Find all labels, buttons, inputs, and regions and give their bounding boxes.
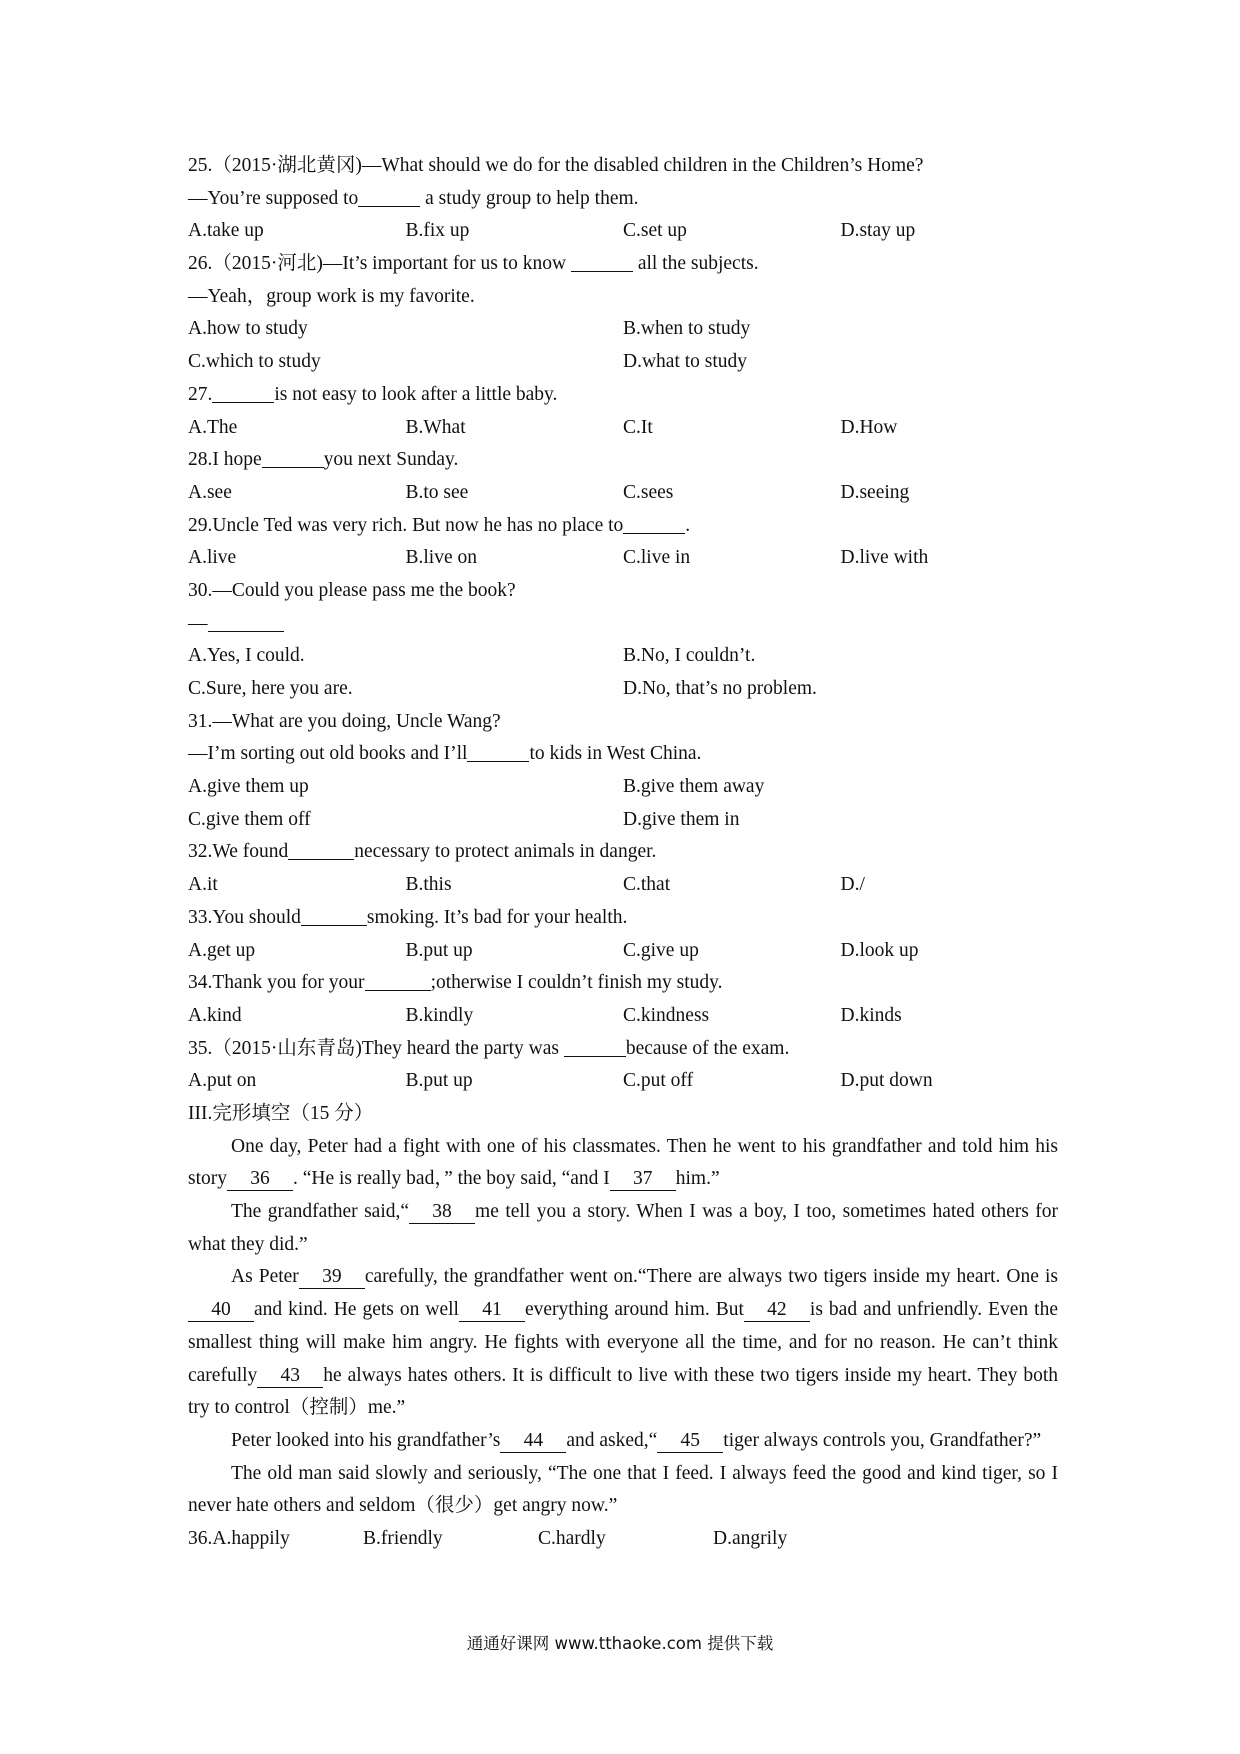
option-c: C.set up	[623, 220, 687, 242]
question-32-text-end: necessary to protect animals in danger.	[354, 841, 657, 863]
option-d: D.seeing	[840, 481, 910, 503]
passage-text: . “He is really bad，” the boy said, “and I	[293, 1168, 610, 1190]
option-b: B.fix up	[405, 220, 470, 242]
passage-text: he always hates others. It is difficult to live with these two tigers inside my heart. They both try to control（控制）me.”	[188, 1364, 1058, 1419]
question-28-text-start: 28.I hope	[188, 449, 262, 471]
option-b: B.friendly	[363, 1528, 443, 1550]
question-27-text: is not easy to look after a little baby.	[274, 383, 558, 405]
passage-text: Peter looked into his grandfather’s	[231, 1429, 501, 1451]
option-b: B.to see	[405, 481, 469, 503]
answer-blank	[564, 1036, 626, 1057]
question-32-text-start: 32.We found	[188, 841, 289, 863]
passage-text: The old man said slowly and seriously, “The one that I feed. I always feed the good and kind tiger, so I never hate others and seldom（很少）get angry now.”	[188, 1462, 1058, 1517]
question-34-text-start: 34.Thank you for your	[188, 972, 365, 994]
option-d: D.live with	[840, 547, 929, 569]
option-c: C.sees	[623, 481, 674, 503]
option-d: D.what to study	[623, 351, 748, 373]
question-34-options	[188, 1000, 1058, 1033]
question-29-text-end: .	[685, 514, 691, 536]
option-c: C.give them off	[188, 808, 311, 830]
option-c: C.that	[623, 874, 671, 896]
question-30-options-row-2	[188, 673, 1058, 706]
passage-text: everything around him. But	[524, 1299, 744, 1321]
option-b: B.live on	[405, 547, 477, 569]
option-a: A.see	[188, 481, 232, 503]
passage-text: As Peter	[231, 1266, 299, 1288]
passage-paragraph-1	[188, 1131, 1058, 1196]
question-33-text-end: smoking. It’s bad for your health.	[366, 906, 628, 928]
blank-number-44: 44	[500, 1431, 566, 1453]
passage-text: One day, Peter had a fight with one of his classmates. Then he went to his grandfather and told him his story	[188, 1135, 1058, 1190]
question-32-options	[188, 869, 1058, 902]
question-35-options	[188, 1065, 1058, 1098]
question-34-text-end: ;otherwise I couldn’t finish my study.	[430, 972, 723, 994]
option-d: D.look up	[840, 939, 919, 961]
passage-text: is bad and unfriendly. Even the smallest thing will make him angry. He fights with everyone all the time, and for no reason. He can’t think carefully	[188, 1299, 1058, 1386]
question-27-number: 27.	[188, 383, 213, 405]
question-29-stem	[188, 510, 1058, 543]
option-b: B.give them away	[623, 776, 765, 798]
question-27-options	[188, 412, 1058, 445]
answer-blank	[365, 970, 431, 991]
blank-number-40: 40	[188, 1300, 254, 1322]
option-a: A.The	[188, 416, 238, 438]
question-35-text-start: 35.（2015·山东青岛)They heard the party was	[188, 1037, 564, 1059]
question-30-stem: 30.—Could you please pass me the book?	[188, 579, 516, 601]
response-dash: —	[188, 612, 208, 634]
option-d: D.kinds	[840, 1004, 902, 1026]
passage-paragraph-4	[188, 1425, 1058, 1458]
question-25-options	[188, 215, 1058, 248]
answer-blank	[358, 186, 420, 207]
question-31-stem: 31.—What are you doing, Uncle Wang?	[188, 710, 501, 732]
option-c: C.live in	[623, 547, 691, 569]
answer-blank	[467, 741, 529, 762]
passage-text: him.”	[675, 1168, 720, 1190]
question-34-stem	[188, 967, 1058, 1000]
question-29-text-start: 29.Uncle Ted was very rich. But now he has no place to	[188, 514, 624, 536]
question-32-stem	[188, 836, 1058, 869]
answer-blank	[262, 447, 324, 468]
option-b: B.put up	[405, 1070, 473, 1092]
question-28-options	[188, 477, 1058, 510]
passage-text: and kind. He gets on well	[254, 1299, 459, 1321]
question-25-response	[188, 183, 1058, 216]
question-29-options	[188, 542, 1058, 575]
blank-number-43: 43	[257, 1366, 323, 1388]
blank-number-36: 36	[227, 1169, 293, 1191]
question-31-response	[188, 738, 1058, 771]
answer-blank	[288, 839, 354, 860]
question-31-options-row-2	[188, 804, 1058, 837]
question-26-options-row-2	[188, 346, 1058, 379]
passage-paragraph-3	[188, 1261, 1058, 1425]
option-c: C.hardly	[538, 1528, 606, 1550]
option-c: C.Sure, here you are.	[188, 678, 353, 699]
option-c: C.give up	[623, 939, 699, 961]
question-27-stem	[188, 379, 1058, 412]
option-b: B.kindly	[405, 1004, 474, 1026]
question-25-response-end: a study group to help them.	[420, 187, 639, 209]
option-a: A.it	[188, 874, 218, 896]
option-d: D.How	[840, 416, 898, 438]
option-c: C.put off	[623, 1070, 694, 1092]
passage-text: carefully, the grandfather went on.“There are always two tigers inside my heart. One is	[364, 1266, 1058, 1288]
blank-number-42: 42	[744, 1300, 810, 1322]
option-c: C.kindness	[623, 1004, 710, 1026]
option-b: B.when to study	[623, 318, 751, 340]
option-d: D.No, that’s no problem.	[623, 678, 817, 699]
question-35-stem	[188, 1033, 1058, 1066]
option-a: 36.A.happily	[188, 1528, 290, 1550]
option-b: B.this	[405, 874, 452, 896]
blank-number-45: 45	[657, 1431, 723, 1453]
passage-text: tiger always controls you, Grandfather?”	[723, 1429, 1042, 1451]
section-heading-cloze: III.完形填空（15 分）	[188, 1102, 374, 1124]
question-35-text-end: because of the exam.	[625, 1037, 790, 1059]
answer-blank	[623, 513, 685, 534]
answer-blank	[208, 611, 284, 632]
question-31-response-start: —I’m sorting out old books and I’ll	[188, 743, 468, 765]
passage-paragraph-2	[188, 1196, 1058, 1261]
passage-text: and asked,“	[566, 1429, 658, 1451]
question-30-response	[188, 608, 1058, 641]
answer-blank	[301, 905, 367, 926]
option-c: C.It	[623, 416, 653, 438]
option-d: D./	[840, 874, 865, 896]
option-a: A.Yes, I could.	[188, 645, 305, 667]
question-26-stem	[188, 248, 1058, 281]
option-a: A.give them up	[188, 776, 309, 798]
question-30-options-row-1	[188, 640, 1058, 673]
worksheet-page	[188, 150, 1058, 1556]
question-25-stem: 25.（2015·湖北黄冈)—What should we do for the disabled children in the Children’s Home?	[188, 155, 924, 176]
blank-number-39: 39	[299, 1267, 365, 1289]
page-footer-source: 通通好课网 www.tthaoke.com 提供下载	[466, 1634, 774, 1653]
question-28-text-end: you next Sunday.	[323, 449, 459, 471]
blank-number-37: 37	[610, 1169, 676, 1191]
option-b: B.No, I couldn’t.	[623, 645, 756, 667]
option-d: D.stay up	[840, 220, 916, 242]
option-a: A.take up	[188, 220, 264, 242]
passage-text: me tell you a story. When I was a boy, I too, sometimes hated others for what they did.”	[188, 1201, 1058, 1255]
option-d: D.put down	[840, 1070, 933, 1092]
option-b: B.put up	[405, 939, 473, 961]
question-26-response: —Yeah，group work is my favorite.	[188, 285, 475, 307]
question-31-options-row-1	[188, 771, 1058, 804]
option-a: A.live	[188, 547, 237, 569]
option-a: A.get up	[188, 939, 256, 961]
question-33-options	[188, 935, 1058, 968]
option-a: A.kind	[188, 1004, 242, 1026]
question-26-stem-start: 26.（2015·河北)—It’s important for us to know	[188, 253, 571, 275]
answer-blank	[571, 251, 633, 272]
question-36-options	[188, 1523, 1058, 1556]
option-b: B.What	[405, 416, 466, 438]
question-33-text-start: 33.You should	[188, 906, 301, 928]
blank-number-38: 38	[409, 1202, 475, 1224]
option-a: A.how to study	[188, 318, 308, 340]
question-26-options-row-1	[188, 313, 1058, 346]
question-33-stem	[188, 902, 1058, 935]
passage-text: The grandfather said,“	[231, 1201, 410, 1223]
question-26-stem-end: all the subjects.	[632, 253, 759, 275]
answer-blank	[212, 382, 274, 403]
question-31-response-end: to kids in West China.	[529, 743, 702, 765]
option-d: D.angrily	[713, 1528, 788, 1550]
passage-paragraph-5	[188, 1458, 1058, 1523]
option-c: C.which to study	[188, 351, 321, 373]
question-28-stem	[188, 444, 1058, 477]
option-a: A.put on	[188, 1070, 257, 1092]
question-25-response-start: —You’re supposed to	[188, 187, 359, 209]
blank-number-41: 41	[459, 1300, 525, 1322]
option-d: D.give them in	[623, 808, 740, 830]
